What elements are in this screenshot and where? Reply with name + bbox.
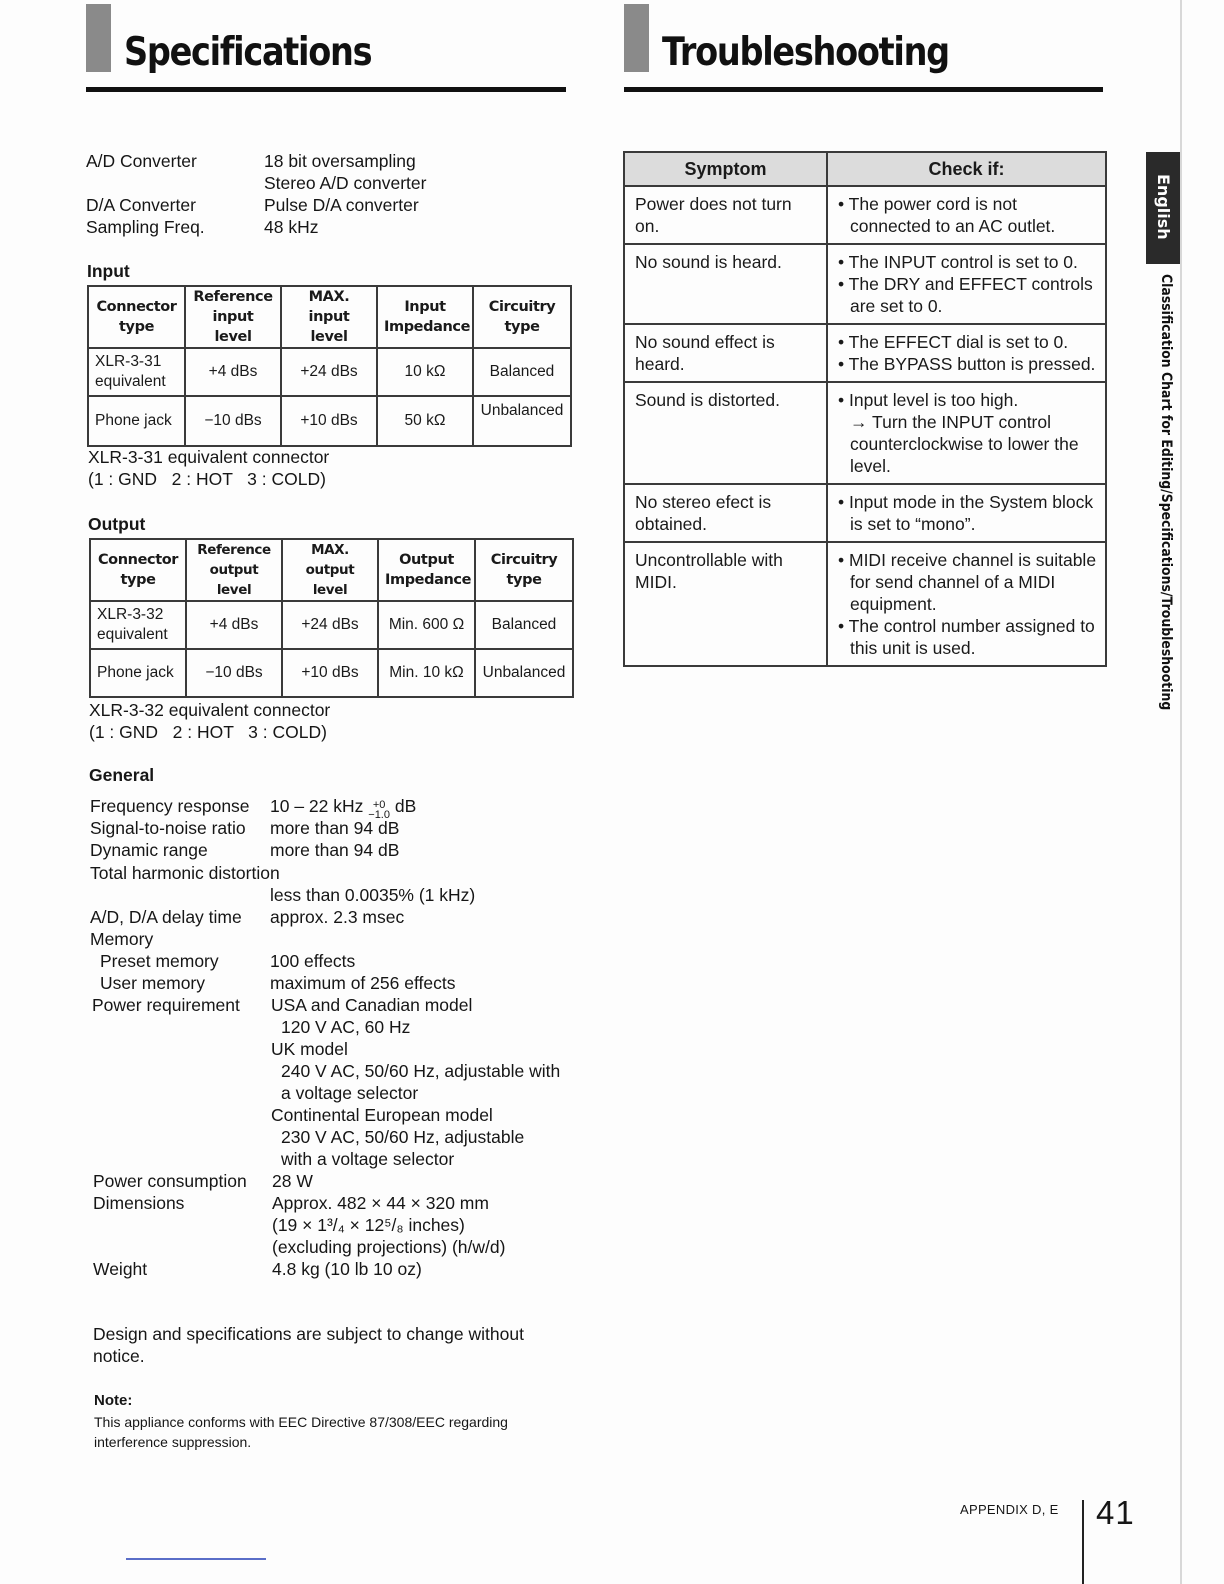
section-tab-label: Classification Chart for Editing/Specifications/Troubleshooting bbox=[1158, 274, 1174, 711]
table-cell: 50 kΩ bbox=[377, 396, 473, 446]
check-cell: • Input mode in the System block is set to “mono”. bbox=[827, 484, 1106, 542]
table-cell: Balanced bbox=[473, 348, 571, 396]
table-row bbox=[88, 348, 571, 396]
connector-cell: Phone jack bbox=[90, 649, 186, 697]
table-row bbox=[624, 324, 1106, 382]
table-cell: Min. 10 kΩ bbox=[378, 649, 475, 697]
table-row bbox=[88, 396, 571, 446]
table-cell: Unbalanced bbox=[473, 396, 571, 446]
spec-key: A/D, D/A delay time bbox=[90, 907, 242, 927]
table-row bbox=[624, 186, 1106, 244]
converter-specs bbox=[86, 150, 536, 240]
spec-value: maximum of 256 effects bbox=[270, 973, 456, 993]
check-cell: • The INPUT control is set to 0. • The DRY and EFFECT controls are set to 0. bbox=[827, 244, 1106, 324]
spec-value: Continental European model bbox=[271, 1105, 493, 1125]
connector-cell: Phone jack bbox=[88, 396, 185, 446]
spec-key: Dynamic range bbox=[90, 840, 208, 860]
output-connector-note: XLR-3-32 equivalent connector bbox=[89, 700, 331, 720]
column-header: Reference output level bbox=[186, 539, 282, 601]
table-cell: +24 dBs bbox=[282, 601, 378, 649]
spec-key: Total harmonic distortion bbox=[90, 863, 280, 883]
table-row bbox=[624, 244, 1106, 324]
symptom-header: Symptom bbox=[624, 152, 827, 186]
table-cell: +4 dBs bbox=[186, 601, 282, 649]
symptom-cell: Uncontrollable with MIDI. bbox=[624, 542, 827, 666]
heading-rule bbox=[86, 87, 566, 92]
table-cell: −10 dBs bbox=[185, 396, 281, 446]
table-cell: Balanced bbox=[475, 601, 573, 649]
table-cell: +10 dBs bbox=[282, 649, 378, 697]
troubleshooting-table bbox=[623, 151, 1107, 667]
input-connector-note: XLR-3-31 equivalent connector bbox=[88, 447, 330, 467]
table-cell: 10 kΩ bbox=[377, 348, 473, 396]
spec-key: Signal-to-noise ratio bbox=[90, 818, 246, 838]
spec-key: User memory bbox=[100, 973, 206, 993]
column-header: MAX. output level bbox=[282, 539, 378, 601]
design-note: notice. bbox=[93, 1346, 145, 1366]
spec-value: 240 V AC, 50/60 Hz, adjustable with bbox=[281, 1061, 561, 1081]
table-row bbox=[624, 542, 1106, 666]
table-header-row bbox=[624, 152, 1106, 186]
check-cell: • MIDI receive channel is suitable for send channel of a MIDI equipment. • The control number assigned to this unit is used. bbox=[827, 542, 1106, 666]
symptom-cell: No sound is heard. bbox=[624, 244, 827, 324]
connector-cell: XLR-3-32 equivalent bbox=[90, 601, 186, 649]
specifications-heading bbox=[86, 4, 566, 92]
column-header: Input Impedance bbox=[377, 286, 473, 348]
spec-value: 4.8 kg (10 lb 10 oz) bbox=[272, 1259, 422, 1279]
spec-value: Stereo A/D converter bbox=[264, 173, 427, 193]
spec-value: (excluding projections) (h/w/d) bbox=[272, 1237, 506, 1257]
table-cell: −10 dBs bbox=[186, 649, 282, 697]
spec-key: Memory bbox=[90, 929, 154, 949]
table-row bbox=[624, 484, 1106, 542]
check-header: Check if: bbox=[827, 152, 1106, 186]
general-label: General bbox=[89, 765, 155, 785]
check-cell: • Input level is too high. → Turn the INPUT control counterclockwise to lower the level. bbox=[827, 382, 1106, 484]
spec-value: 10 – 22 kHz +0 −1.0 dB bbox=[270, 796, 417, 821]
spec-value: 48 kHz bbox=[264, 217, 319, 237]
input-pin-note: (1 : GND 2 : HOT 3 : COLD) bbox=[88, 469, 326, 489]
spec-value: 230 V AC, 50/60 Hz, adjustable bbox=[281, 1127, 525, 1147]
spec-value: 18 bit oversampling bbox=[264, 151, 416, 171]
note-body: This appliance conforms with EEC Directive 87/308/EEC regarding interference suppression. bbox=[94, 1414, 508, 1450]
symptom-cell: No sound effect is heard. bbox=[624, 324, 827, 382]
symptom-cell: Sound is distorted. bbox=[624, 382, 827, 484]
table-cell: Min. 600 Ω bbox=[378, 601, 475, 649]
table-row bbox=[90, 601, 573, 649]
table-cell: +24 dBs bbox=[281, 348, 377, 396]
spec-key: Power requirement bbox=[92, 995, 240, 1015]
language-tab-label: English bbox=[1154, 174, 1173, 240]
spec-key: Weight bbox=[93, 1259, 148, 1279]
symptom-cell: Power does not turn on. bbox=[624, 186, 827, 244]
table-cell: +10 dBs bbox=[281, 396, 377, 446]
footer-divider bbox=[1082, 1500, 1084, 1584]
input-label: Input bbox=[87, 261, 130, 281]
spec-key: Dimensions bbox=[93, 1193, 185, 1213]
output-pin-note: (1 : GND 2 : HOT 3 : COLD) bbox=[89, 722, 327, 742]
heading-rule bbox=[624, 87, 1103, 92]
spec-value: Approx. 482 × 44 × 320 mm bbox=[272, 1193, 489, 1213]
table-header-row bbox=[88, 286, 571, 348]
spec-key: Sampling Freq. bbox=[86, 217, 205, 237]
spec-key: D/A Converter bbox=[86, 195, 196, 215]
table-cell: +4 dBs bbox=[185, 348, 281, 396]
spec-value: with a voltage selector bbox=[281, 1149, 455, 1169]
page-edge-rule bbox=[1180, 0, 1182, 1584]
column-header: Output Impedance bbox=[378, 539, 475, 601]
spec-value: more than 94 dB bbox=[270, 818, 400, 838]
spec-value: a voltage selector bbox=[281, 1083, 419, 1103]
input-table bbox=[87, 285, 572, 447]
appendix-label: APPENDIX D, E bbox=[960, 1502, 1059, 1517]
column-header: Connector type bbox=[88, 286, 185, 348]
spec-value: (19 × 1³/₄ × 12⁵/₈ inches) bbox=[272, 1215, 465, 1235]
spec-value: approx. 2.3 msec bbox=[270, 907, 405, 927]
spec-value: Pulse D/A converter bbox=[264, 195, 419, 215]
troubleshooting-heading bbox=[624, 4, 1103, 92]
column-header: Connector type bbox=[90, 539, 186, 601]
troubleshooting-title: Troubleshooting bbox=[662, 30, 949, 75]
column-header: MAX. input level bbox=[281, 286, 377, 348]
column-header: Reference input level bbox=[185, 286, 281, 348]
spec-value: 120 V AC, 60 Hz bbox=[281, 1017, 411, 1037]
specifications-title: Specifications bbox=[124, 30, 372, 75]
spec-key: Frequency response bbox=[90, 796, 250, 816]
column-header: Circuitry type bbox=[473, 286, 571, 348]
heading-marker bbox=[624, 4, 649, 72]
output-table bbox=[89, 538, 574, 698]
heading-marker bbox=[86, 4, 111, 72]
note-title: Note: bbox=[94, 1392, 133, 1409]
spec-value: less than 0.0035% (1 kHz) bbox=[270, 885, 476, 905]
scan-artifact-line bbox=[126, 1558, 266, 1560]
table-cell: Unbalanced bbox=[475, 649, 573, 697]
check-cell: • The power cord is not connected to an AC outlet. bbox=[827, 186, 1106, 244]
table-row bbox=[90, 649, 573, 697]
column-header: Circuitry type bbox=[475, 539, 573, 601]
spec-value: 100 effects bbox=[270, 951, 356, 971]
spec-key: Power consumption bbox=[93, 1171, 247, 1191]
spec-value: 28 W bbox=[272, 1171, 313, 1191]
output-label: Output bbox=[88, 514, 146, 534]
spec-key: Preset memory bbox=[100, 951, 219, 971]
table-row bbox=[624, 382, 1106, 484]
spec-key: A/D Converter bbox=[86, 151, 197, 171]
language-tab bbox=[1146, 152, 1180, 264]
spec-value: UK model bbox=[271, 1039, 348, 1059]
page-number: 41 bbox=[1096, 1494, 1135, 1531]
symptom-cell: No stereo efect is obtained. bbox=[624, 484, 827, 542]
spec-value: USA and Canadian model bbox=[271, 995, 473, 1015]
design-note: Design and specifications are subject to change without bbox=[93, 1324, 524, 1344]
table-header-row bbox=[90, 539, 573, 601]
spec-value: more than 94 dB bbox=[270, 840, 400, 860]
check-cell: • The EFFECT dial is set to 0. • The BYPASS button is pressed. bbox=[827, 324, 1106, 382]
general-specs bbox=[90, 795, 580, 1285]
connector-cell: XLR-3-31 equivalent bbox=[88, 348, 185, 396]
